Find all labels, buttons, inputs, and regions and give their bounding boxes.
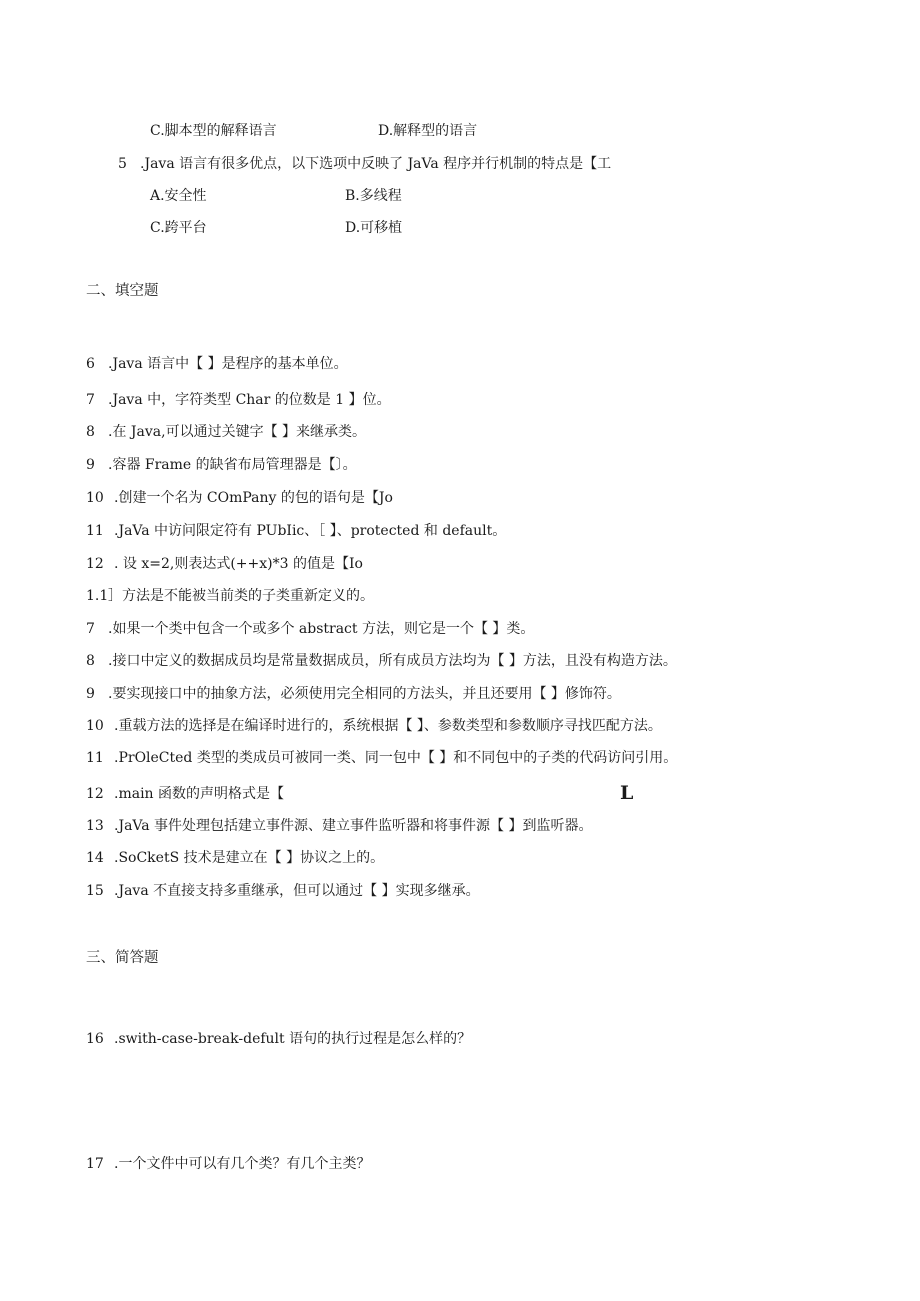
question-number: 7 xyxy=(86,621,95,637)
question-text: .JaVa 中访问限定符有 PUbIic、［ 】、protected 和 default。 xyxy=(114,523,507,539)
question-number: 11 xyxy=(86,523,104,539)
question-text: .接口中定义的数据成员均是常量数据成员，所有成员方法均为【 】方法，且没有构造方法。 xyxy=(108,653,677,669)
q5-option-c: C.跨平台 xyxy=(150,220,207,236)
question-number: 11 xyxy=(86,750,104,766)
question-number: 9 xyxy=(86,457,95,473)
q5-option-d: D.可移植 xyxy=(345,220,403,236)
question-number: 6 xyxy=(86,356,95,372)
question-text: .main 函数的声明格式是【 xyxy=(114,786,285,802)
question-text: .一个文件中可以有几个类？有几个主类？ xyxy=(114,1156,371,1172)
question-text: ］方法是不能被当前类的子类重新定义的。 xyxy=(108,588,374,604)
question-text: .PrOleCted 类型的类成员可被同一类、同一包中【 】和不同包中的子类的代码访问引用。 xyxy=(114,750,678,766)
section-title-short-answer: 三、简答题 xyxy=(86,950,159,966)
question-text: .创建一个名为 COmPany 的包的语句是【Jo xyxy=(114,490,393,506)
question-number: 7 xyxy=(86,392,95,408)
q5-option-b: B.多线程 xyxy=(345,188,402,204)
q4-option-c: C.脚本型的解释语言 xyxy=(150,123,277,139)
question-number: 8 xyxy=(86,653,95,669)
question-text: . 设 x=2,则表达式(++x)*3 的值是【Io xyxy=(114,556,363,572)
stray-letter: L xyxy=(620,782,634,804)
question-number: 1.1 xyxy=(86,588,109,604)
question-text: .Java 语言有很多优点，以下选项中反映了 JaVa 程序并行机制的特点是【工 xyxy=(140,156,612,172)
question-text: .Java 不直接支持多重继承，但可以通过【 】实现多继承。 xyxy=(114,883,480,899)
question-text: .Java 中，字符类型 Char 的位数是 1 】位。 xyxy=(108,392,391,408)
question-number: 14 xyxy=(86,850,104,866)
q5-option-a: A.安全性 xyxy=(150,188,207,204)
question-number: 8 xyxy=(86,424,95,440)
question-text: .Java 语言中【 】是程序的基本单位。 xyxy=(108,356,348,372)
question-number: 16 xyxy=(86,1031,104,1047)
section-title-fill-in: 二、填空题 xyxy=(86,283,159,299)
question-number: 9 xyxy=(86,686,95,702)
question-text: .SoCketS 技术是建立在【 】协议之上的。 xyxy=(114,850,385,866)
question-number: 5 xyxy=(118,156,127,172)
question-text: .JaVa 事件处理包括建立事件源、建立事件监听器和将事件源【 】到监听器。 xyxy=(114,818,593,834)
question-text: .容器 Frame 的缺省布局管理器是【〕。 xyxy=(108,457,357,473)
question-number: 10 xyxy=(86,718,104,734)
question-text: .在 Java,可以通过关键字【 】来继承类。 xyxy=(108,424,367,440)
question-text: .重载方法的选择是在编译时进行的，系统根据【 】、参数类型和参数顺序寻找匹配方法。 xyxy=(114,718,662,734)
question-number: 12 xyxy=(86,556,104,572)
question-number: 12 xyxy=(86,786,104,802)
question-text: .如果一个类中包含一个或多个 abstract 方法，则它是一个【 】类。 xyxy=(108,621,535,637)
question-number: 17 xyxy=(86,1156,104,1172)
question-text: .要实现接口中的抽象方法，必须使用完全相同的方法头，并且还要用【 】修饰符。 xyxy=(108,686,621,702)
question-number: 13 xyxy=(86,818,104,834)
question-number: 15 xyxy=(86,883,104,899)
question-number: 10 xyxy=(86,490,104,506)
q4-option-d: D.解释型的语言 xyxy=(378,123,478,139)
question-text: .swith-case-break-defult 语句的执行过程是怎么样的？ xyxy=(114,1031,472,1047)
